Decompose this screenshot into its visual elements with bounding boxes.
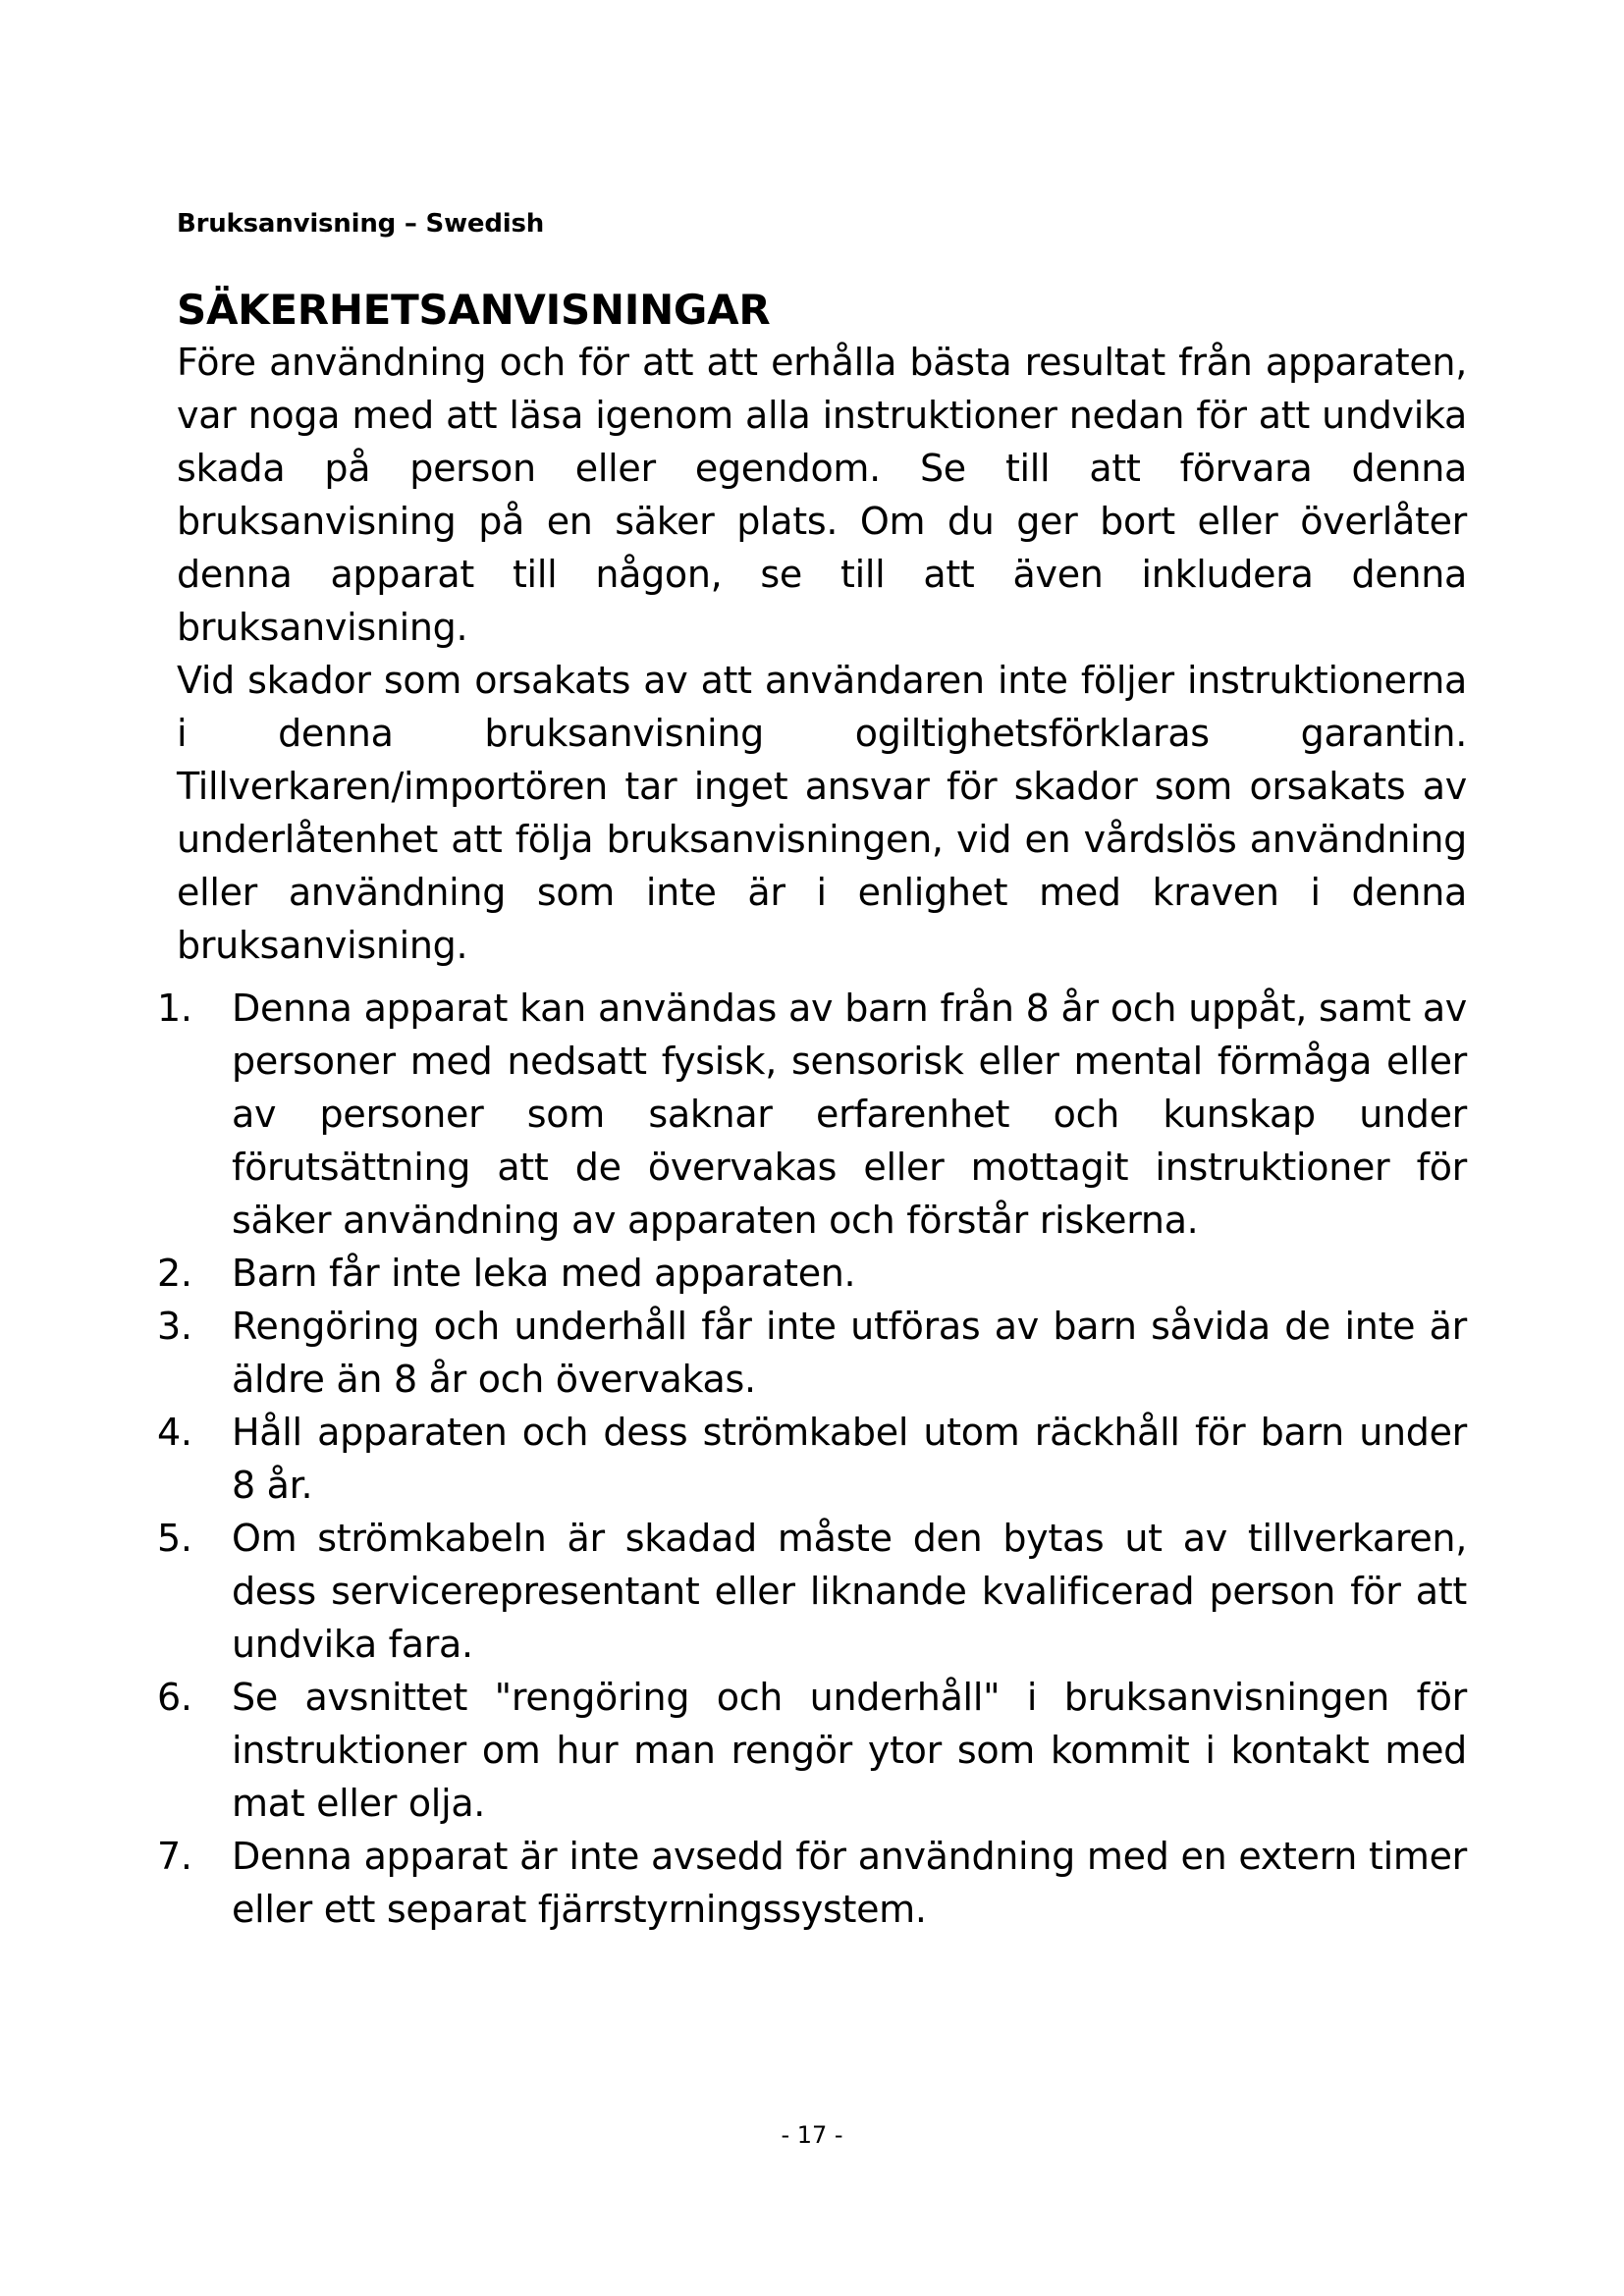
- list-item: [157, 1247, 1467, 1300]
- list-item: [157, 1830, 1467, 1936]
- list-item-number: 7.: [157, 1835, 192, 1878]
- list-item-text: Se avsnittet "rengöring och underhåll" i bruksanvisningen för instruktioner om hur man rengör ytor som kommit i kontakt med mat eller olja.: [232, 1676, 1467, 1825]
- list-item-text: Denna apparat kan användas av barn från 8 år och uppåt, samt av personer med nedsatt fysisk, sensorisk eller mental förmåga eller av personer som saknar erfarenhet och kunskap under förutsättning att de övervakas eller mottagit instruktioner för säker användning av apparaten och förstår riskerna.: [232, 987, 1467, 1242]
- list-item-text: Håll apparaten och dess strömkabel utom räckhåll för barn under 8 år.: [232, 1411, 1467, 1507]
- list-item-number: 4.: [157, 1411, 192, 1454]
- list-item-text: Barn får inte leka med apparaten.: [232, 1252, 856, 1295]
- list-item: [157, 1512, 1467, 1671]
- list-item-number: 3.: [157, 1305, 192, 1348]
- page-number: - 17 -: [781, 2121, 843, 2149]
- list-item-text: Om strömkabeln är skadad måste den bytas ut av tillverkaren, dess servicerepresentant eller liknande kvalificerad person för att undvika fara.: [232, 1517, 1467, 1666]
- list-item-number: 5.: [157, 1517, 192, 1560]
- list-item-number: 2.: [157, 1252, 192, 1295]
- list-item: [157, 982, 1467, 1247]
- list-item-number: 6.: [157, 1676, 192, 1719]
- safety-rules-list: [157, 982, 1467, 1936]
- section-title: SÄKERHETSANVISNINGAR: [177, 286, 771, 334]
- intro-paragraph: Vid skador som orsakats av att användaren inte följer instruktionerna i denna bruksanvisning ogiltighetsförklaras garantin. Tillverkaren/importören tar inget ansvar för skador som orsakats av underlåtenhet att följa bruksanvisningen, vid en vårdslös användning eller användning som inte är i enlighet med kraven i denna bruksanvisning.: [177, 659, 1467, 967]
- intro-paragraph: Före användning och för att att erhålla bästa resultat från apparaten, var noga med att läsa igenom alla instruktioner nedan för att undvika skada på person eller egendom. Se till att förvara denna bruksanvisning på en säker plats. Om du ger bort eller överlåter denna apparat till någon, se till att även inkludera denna bruksanvisning.: [177, 341, 1467, 649]
- list-item: [157, 1671, 1467, 1830]
- intro-text: [177, 336, 1467, 972]
- list-item-text: Denna apparat är inte avsedd för användning med en extern timer eller ett separat fjärrstyrningssystem.: [232, 1835, 1467, 1931]
- list-item-text: Rengöring och underhåll får inte utföras av barn såvida de inte är äldre än 8 år och övervakas.: [232, 1305, 1467, 1401]
- list-item: [157, 1300, 1467, 1406]
- document-header-label: Bruksanvisning – Swedish: [177, 209, 545, 239]
- list-item: [157, 1406, 1467, 1512]
- list-item-number: 1.: [157, 987, 192, 1030]
